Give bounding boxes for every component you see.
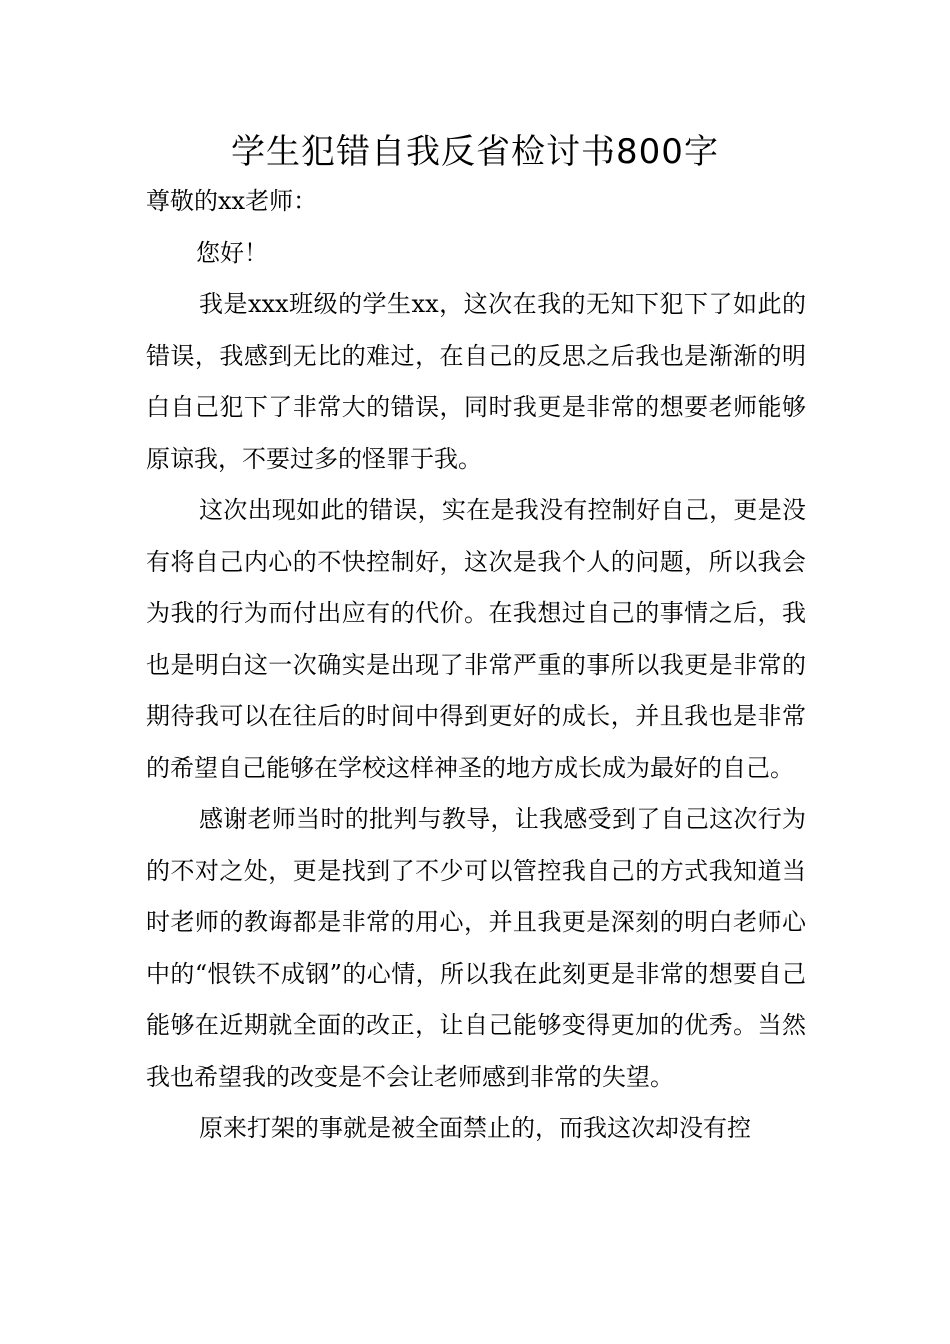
paragraph-2: 这次出现如此的错误，实在是我没有控制好自己，更是没有将自己内心的不快控制好，这次是我个人的问题，所以我会为我的行为而付出应有的代价。在我想过自己的事情之后，我也是明白这一次确实是出现了非常严重的事所以我更是非常的期待我可以在往后的时间中得到更好的成长，并且我也是非常的希望自己能够在学校这样神圣的地方成长成为最好的自己。 — [146, 496, 806, 782]
salutation: 尊敬的xx老师： — [146, 187, 318, 215]
paragraph-4: 原来打架的事就是被全面禁止的，而我这次却没有控 — [199, 1114, 751, 1142]
document-body — [146, 176, 806, 1155]
paragraph-3: 感谢老师当时的批判与教导，让我感受到了自己这次行为的不对之处，更是找到了不少可以管控我自己的方式我知道当时老师的教诲都是非常的用心，并且我更是深刻的明白老师心中的“恨铁不成钢”的心情，所以我在此刻更是非常的想要自己能够在近期就全面的改正，让自己能够变得更加的优秀。当然我也希望我的改变是不会让老师感到非常的失望。 — [146, 805, 806, 1091]
greeting: 您好！ — [196, 238, 268, 267]
document-title: 学生犯错自我反省检讨书800字 — [231, 132, 719, 172]
paragraph-1: 我是xxx班级的学生xx，这次在我的无知下犯下了如此的错误，我感到无比的难过，在自己的反思之后我也是渐渐的明白自己犯下了非常大的错误，同时我更是非常的想要老师能够原谅我，不要过多的怪罪于我。 — [146, 290, 806, 473]
